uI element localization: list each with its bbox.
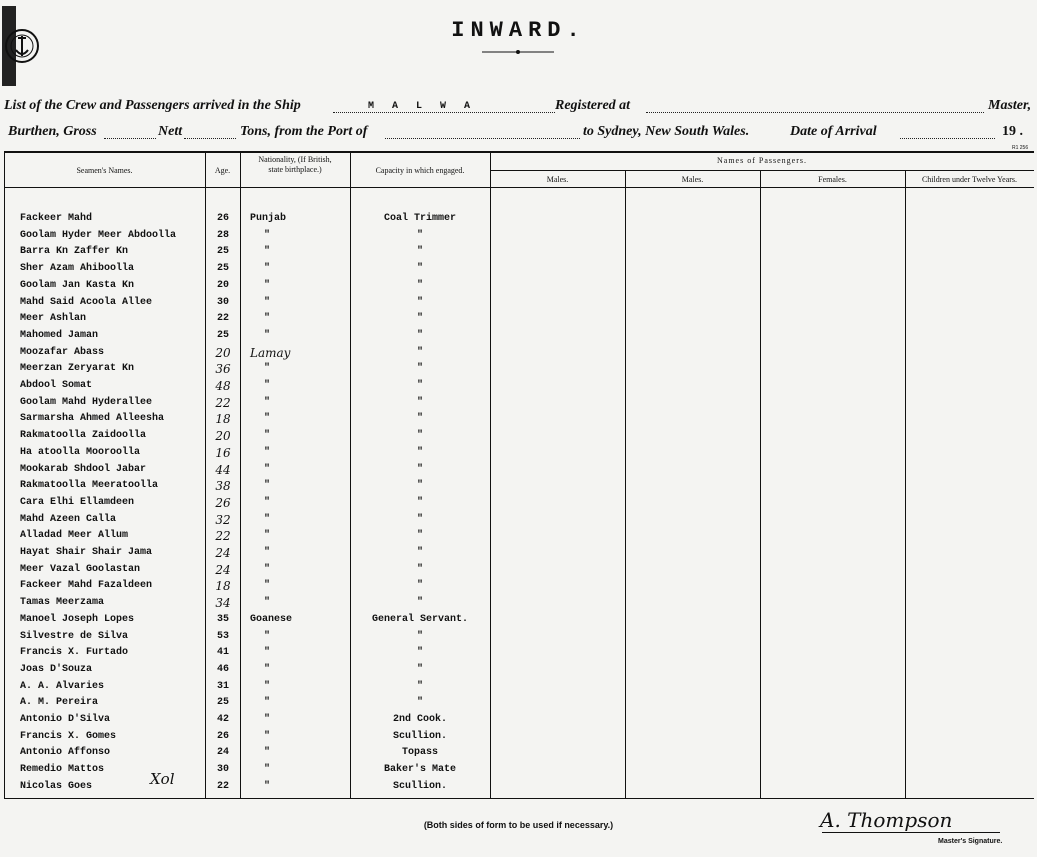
table-row: [0, 429, 1037, 445]
seaman-capacity: ": [416, 330, 423, 341]
master-signature: A. Thompson: [820, 808, 953, 832]
table-top-rule: [4, 151, 1034, 153]
seaman-capacity: ": [416, 246, 423, 257]
seaman-capacity: Coal Trimmer: [383, 213, 456, 224]
nett-line: [184, 138, 236, 139]
seaman-age: 22: [215, 529, 231, 543]
col-header-females: Females.: [818, 175, 847, 184]
seaman-name: Fackeer Mahd: [20, 213, 93, 224]
seaman-name: Antonio D'Silva: [20, 714, 111, 725]
table-row: [0, 663, 1037, 679]
table-row: [0, 329, 1037, 345]
seaman-nationality: ": [264, 580, 271, 591]
seaman-nationality: ": [264, 430, 271, 441]
arrival-date-line: [900, 138, 995, 139]
form-footer-note: (Both sides of form to be used if necessary.): [423, 820, 614, 830]
seaman-name: Abdool Somat: [20, 380, 93, 391]
seaman-age: 38: [215, 479, 231, 493]
seaman-capacity: 2nd Cook.: [392, 714, 447, 725]
seaman-capacity: ": [416, 697, 423, 708]
seaman-name: A. A. Alvaries: [20, 681, 105, 692]
seaman-name: Tamas Meerzama: [20, 597, 105, 608]
seaman-capacity: ": [416, 280, 423, 291]
seaman-name: Rakmatoolla Meeratoolla: [20, 480, 159, 491]
seaman-name: A. M. Pereira: [20, 697, 99, 708]
table-row: [0, 680, 1037, 696]
col-header-capacity: Capacity in which engaged.: [375, 166, 465, 175]
seaman-age: 20: [215, 346, 231, 360]
registered-at-line: [646, 112, 984, 113]
seaman-capacity: ": [416, 480, 423, 491]
table-row: [0, 279, 1037, 295]
table-row: [0, 412, 1037, 428]
seaman-nationality: Goanese: [250, 614, 293, 625]
table-row: [0, 362, 1037, 378]
seaman-capacity: ": [416, 397, 423, 408]
seaman-name: Meer Vazal Goolastan: [20, 564, 141, 575]
table-row: [0, 646, 1037, 662]
seaman-name: Mahd Said Acoola Allee: [20, 297, 153, 308]
seaman-nationality: ": [264, 631, 271, 642]
col-header-nationality: Nationality, (If British, state birthplace.): [258, 155, 332, 174]
seaman-nationality: ": [264, 447, 271, 458]
table-row: [0, 496, 1037, 512]
seaman-age: 25: [216, 246, 229, 257]
seaman-nationality: ": [264, 246, 271, 257]
seaman-nationality: ": [264, 397, 271, 408]
table-row: [0, 613, 1037, 629]
seaman-nationality: ": [264, 547, 271, 558]
seaman-nationality: ": [264, 731, 271, 742]
seaman-name: Cara Elhi Ellamdeen: [20, 497, 135, 508]
seaman-age: 20: [215, 429, 231, 443]
master-label: Master,: [988, 98, 1032, 113]
signature-line: [822, 832, 1000, 833]
seaman-capacity: ": [416, 263, 423, 274]
ship-name: M A L W A: [368, 101, 477, 112]
seaman-nationality: ": [264, 597, 271, 608]
ship-name-line: [333, 112, 555, 113]
seaman-nationality: ": [264, 480, 271, 491]
seaman-age: 34: [215, 596, 231, 610]
seaman-nationality: ": [264, 647, 271, 658]
arrival-date-label: Date of Arrival: [790, 124, 877, 139]
table-bottom-rule: [4, 798, 1034, 799]
seaman-name: Joas D'Souza: [20, 664, 93, 675]
table-row: [0, 379, 1037, 395]
seaman-nationality: ": [264, 514, 271, 525]
seaman-capacity: ": [416, 681, 423, 692]
table-row: [0, 245, 1037, 261]
seaman-name: Rakmatoolla Zaidoolla: [20, 430, 147, 441]
seaman-name: Nicolas Goes: [20, 781, 93, 792]
seaman-nationality: ": [264, 697, 271, 708]
seaman-name: Barra Kn Zaffer Kn: [20, 246, 129, 257]
seaman-name: Alladad Meer Allum: [20, 530, 129, 541]
burthen-gross-label: Burthen, Gross: [8, 124, 97, 139]
seaman-nationality: ": [264, 280, 271, 291]
seaman-nationality: ": [264, 530, 271, 541]
seaman-capacity: General Servant.: [371, 614, 468, 625]
gross-line: [104, 138, 156, 139]
table-row: [0, 696, 1037, 712]
seaman-name: Manoel Joseph Lopes: [20, 614, 135, 625]
seaman-nationality: ": [264, 363, 271, 374]
seaman-age: 42: [216, 714, 229, 725]
seaman-age: 32: [215, 513, 231, 527]
seaman-age: 35: [216, 614, 229, 625]
seaman-age: 31: [216, 681, 229, 692]
seaman-age: 48: [215, 379, 231, 393]
seaman-name: Moozafar Abass: [20, 347, 105, 358]
ornament-divider-icon: [482, 50, 554, 54]
seaman-capacity: ": [416, 380, 423, 391]
table-row: [0, 479, 1037, 495]
seaman-name: Mahomed Jaman: [20, 330, 99, 341]
seaman-age: 25: [216, 263, 229, 274]
seaman-age: 24: [216, 747, 229, 758]
seaman-age: 20: [216, 280, 229, 291]
seaman-age: 22: [215, 396, 231, 410]
seaman-name: Meerzan Zeryarat Kn: [20, 363, 135, 374]
seaman-age: 26: [216, 213, 229, 224]
seaman-nationality: ": [264, 681, 271, 692]
seaman-nationality: ": [264, 263, 271, 274]
seaman-capacity: ": [416, 597, 423, 608]
table-row: [0, 262, 1037, 278]
seaman-age: 26: [215, 496, 231, 510]
seaman-name: Francis X. Furtado: [20, 647, 129, 658]
port-label: Tons, from the Port of: [240, 124, 368, 139]
table-row: [0, 463, 1037, 479]
seaman-capacity: ": [416, 547, 423, 558]
seaman-name: Sarmarsha Ahmed Alleesha: [20, 413, 165, 424]
col-header-age: Age.: [214, 166, 231, 175]
table-row: [0, 296, 1037, 312]
table-row: [0, 513, 1037, 529]
seaman-nationality: ": [264, 413, 271, 424]
seaman-age: 36: [215, 362, 231, 376]
seaman-nationality: ": [264, 313, 271, 324]
seaman-capacity: ": [416, 464, 423, 475]
seaman-age: 26: [216, 731, 229, 742]
seaman-capacity: ": [416, 530, 423, 541]
seaman-capacity: ": [416, 430, 423, 441]
col-header-names: Seamen's Names.: [76, 166, 133, 175]
signature-caption: Master's Signature.: [938, 838, 1003, 845]
seaman-nationality: ": [264, 380, 271, 391]
seaman-age: 30: [216, 297, 229, 308]
table-row: [0, 713, 1037, 729]
table-row: [0, 312, 1037, 328]
nett-label: Nett: [158, 124, 183, 139]
table-row: [0, 546, 1037, 562]
seaman-nationality: Punjab: [250, 213, 287, 224]
col-header-children: Children under Twelve Years.: [921, 175, 1018, 184]
seaman-age: 22: [216, 313, 229, 324]
seaman-name: Francis X. Gomes: [20, 731, 117, 742]
seaman-capacity: ": [416, 347, 423, 358]
seaman-nationality: ": [264, 330, 271, 341]
table-row: [0, 212, 1037, 228]
seaman-capacity: ": [416, 497, 423, 508]
table-row: [0, 346, 1037, 362]
seaman-age: 44: [215, 463, 231, 477]
list-header-label: List of the Crew and Passengers arrived in the Ship: [4, 98, 301, 113]
seaman-capacity: ": [416, 564, 423, 575]
registered-at-label: Registered at: [555, 98, 631, 113]
seaman-capacity: ": [416, 313, 423, 324]
seaman-name: Antonio Affonso: [20, 747, 111, 758]
seaman-nationality: ": [264, 764, 271, 775]
table-row: [0, 630, 1037, 646]
seaman-name: Fackeer Mahd Fazaldeen: [20, 580, 153, 591]
table-row: [0, 596, 1037, 612]
seaman-nationality: ": [264, 747, 271, 758]
page-title: INWARD.: [451, 18, 586, 43]
seaman-name: Goolam Hyder Meer Abdoolla: [20, 230, 177, 241]
table-row: [0, 229, 1037, 245]
seaman-age: 18: [215, 412, 231, 426]
seaman-capacity: ": [416, 631, 423, 642]
seaman-nationality: Lamay: [250, 346, 291, 360]
seaman-nationality: ": [264, 664, 271, 675]
seaman-age: 25: [216, 330, 229, 341]
seaman-capacity: ": [416, 514, 423, 525]
sydney-label: to Sydney, New South Wales.: [583, 124, 750, 139]
year-label: 19 .: [1002, 124, 1023, 139]
seaman-age: 25: [216, 697, 229, 708]
margin-annotation: Xol: [150, 770, 175, 788]
seaman-name: Goolam Jan Kasta Kn: [20, 280, 135, 291]
seaman-capacity: ": [416, 447, 423, 458]
seaman-name: Remedio Mattos: [20, 764, 105, 775]
seaman-name: Mookarab Shdool Jabar: [20, 464, 147, 475]
table-row: [0, 730, 1037, 746]
seaman-capacity: ": [416, 363, 423, 374]
col-header-males: Males.: [681, 175, 704, 184]
seaman-name: Sher Azam Ahiboolla: [20, 263, 135, 274]
port-line: [385, 138, 580, 139]
seaman-capacity: Topass: [401, 747, 438, 758]
seaman-capacity: ": [416, 647, 423, 658]
seaman-capacity: ": [416, 413, 423, 424]
seaman-nationality: ": [264, 564, 271, 575]
seaman-capacity: ": [416, 230, 423, 241]
table-header-rule: [4, 187, 1034, 188]
seaman-age: 24: [215, 563, 231, 577]
seaman-nationality: ": [264, 714, 271, 725]
seaman-age: 16: [215, 446, 231, 460]
seaman-age: 22: [216, 781, 229, 792]
seaman-age: 46: [216, 664, 229, 675]
seaman-nationality: ": [264, 497, 271, 508]
passengers-subrule: [490, 170, 1034, 171]
table-row: [0, 396, 1037, 412]
seaman-capacity: Baker's Mate: [383, 764, 456, 775]
seaman-capacity: Scullion.: [392, 781, 447, 792]
seaman-capacity: ": [416, 664, 423, 675]
table-row: [0, 529, 1037, 545]
seaman-age: 28: [216, 230, 229, 241]
seaman-age: 18: [215, 579, 231, 593]
seaman-nationality: ": [264, 297, 271, 308]
col-header-passengers: Names of Passengers.: [717, 156, 807, 165]
table-row: [0, 446, 1037, 462]
seaman-name: Goolam Mahd Hyderallee: [20, 397, 153, 408]
form-code: R1 256: [1012, 145, 1029, 151]
col-header-males: Males.: [546, 175, 569, 184]
seaman-name: Hayat Shair Shair Jama: [20, 547, 153, 558]
table-row: [0, 746, 1037, 762]
seaman-age: 41: [216, 647, 229, 658]
seaman-capacity: ": [416, 580, 423, 591]
seaman-nationality: ": [264, 230, 271, 241]
seaman-capacity: Scullion.: [392, 731, 447, 742]
seaman-age: 53: [216, 631, 229, 642]
seaman-capacity: ": [416, 297, 423, 308]
seaman-name: Silvestre de Silva: [20, 631, 129, 642]
seaman-nationality: ": [264, 781, 271, 792]
seaman-age: 24: [215, 546, 231, 560]
seaman-name: Ha atoolla Mooroolla: [20, 447, 141, 458]
seaman-name: Meer Ashlan: [20, 313, 87, 324]
table-row: [0, 579, 1037, 595]
seaman-age: 30: [216, 764, 229, 775]
seaman-nationality: ": [264, 464, 271, 475]
table-row: [0, 563, 1037, 579]
seaman-name: Mahd Azeen Calla: [20, 514, 117, 525]
